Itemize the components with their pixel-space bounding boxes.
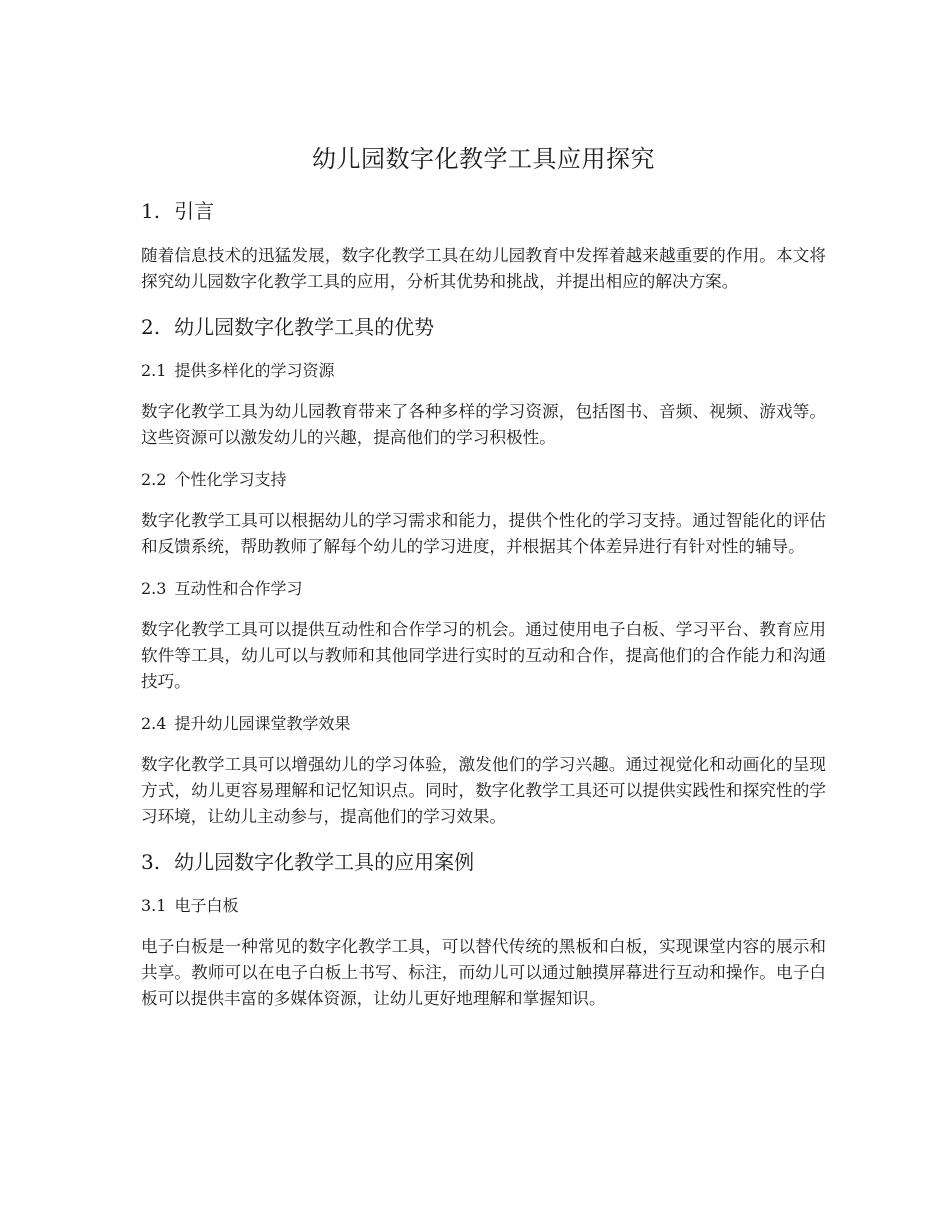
subsection-paragraph: 数字化教学工具可以根据幼儿的学习需求和能力，提供个性化的学习支持。通过智能化的评估和反馈系统，帮助教师了解每个幼儿的学习进度，并根据其个体差异进行有针对性的辅导。: [141, 511, 826, 556]
subsection-paragraph: 数字化教学工具可以提供互动性和合作学习的机会。通过使用电子白板、学习平台、教育应用软件等工具，幼儿可以与教师和其他同学进行实时的互动和合作，提高他们的合作能力和沟通技巧。: [141, 620, 826, 691]
subsection-heading-text: 个性化学习支持: [174, 470, 287, 489]
subsection-paragraph: 电子白板是一种常见的数字化教学工具，可以替代传统的黑板和白板，实现课堂内容的展示和共享。教师可以在电子白板上书写、标注，而幼儿可以通过触摸屏幕进行互动和操作。电子白板可以提供丰富的多媒体资源，让幼儿更好地理解和掌握知识。: [141, 937, 826, 1008]
document-title: 幼儿园数字化教学工具应用探究: [312, 145, 655, 173]
subsection-heading-2-3: [141, 577, 826, 601]
section-number: 3.: [141, 850, 161, 874]
section-number: 2.: [141, 315, 161, 339]
section-heading-2: [141, 312, 826, 342]
document-body: [141, 142, 826, 1029]
subsection-heading-text: 提供多样化的学习资源: [174, 361, 335, 380]
section-number: 1.: [141, 199, 161, 223]
section-heading-text: 引言: [174, 199, 215, 223]
subsection-number: 2.4: [141, 714, 167, 733]
subsection-heading-2-1: [141, 359, 826, 383]
subsection-heading-text: 互动性和合作学习: [174, 579, 303, 598]
subsection-heading-2-2: [141, 468, 826, 492]
subsection-heading-2-4: [141, 712, 826, 736]
subsection-heading-text: 提升幼儿园课堂教学效果: [174, 714, 351, 733]
subsection-heading-3-1: [141, 894, 826, 918]
section-heading-text: 幼儿园数字化教学工具的应用案例: [174, 850, 475, 874]
subsection-number: 3.1: [141, 896, 167, 915]
section-heading-1: [141, 196, 826, 226]
subsection-number: 2.1: [141, 361, 167, 380]
subsection-number: 2.2: [141, 470, 167, 489]
subsection-paragraph: 数字化教学工具可以增强幼儿的学习体验，激发他们的学习兴趣。通过视觉化和动画化的呈现方式，幼儿更容易理解和记忆知识点。同时，数字化教学工具还可以提供实践性和探究性的学习环境，让幼儿主动参与，提高他们的学习效果。: [141, 755, 826, 826]
subsection-heading-text: 电子白板: [174, 896, 239, 915]
section-heading-text: 幼儿园数字化教学工具的优势: [174, 315, 435, 339]
subsection-number: 2.3: [141, 579, 167, 598]
subsection-paragraph: 数字化教学工具为幼儿园教育带来了各种多样的学习资源，包括图书、音频、视频、游戏等。这些资源可以激发幼儿的兴趣，提高他们的学习积极性。: [141, 402, 826, 447]
section-heading-3: [141, 847, 826, 877]
section-paragraph: 随着信息技术的迅猛发展，数字化教学工具在幼儿园教育中发挥着越来越重要的作用。本文将探究幼儿园数字化教学工具的应用，分析其优势和挑战，并提出相应的解决方案。: [141, 246, 826, 291]
